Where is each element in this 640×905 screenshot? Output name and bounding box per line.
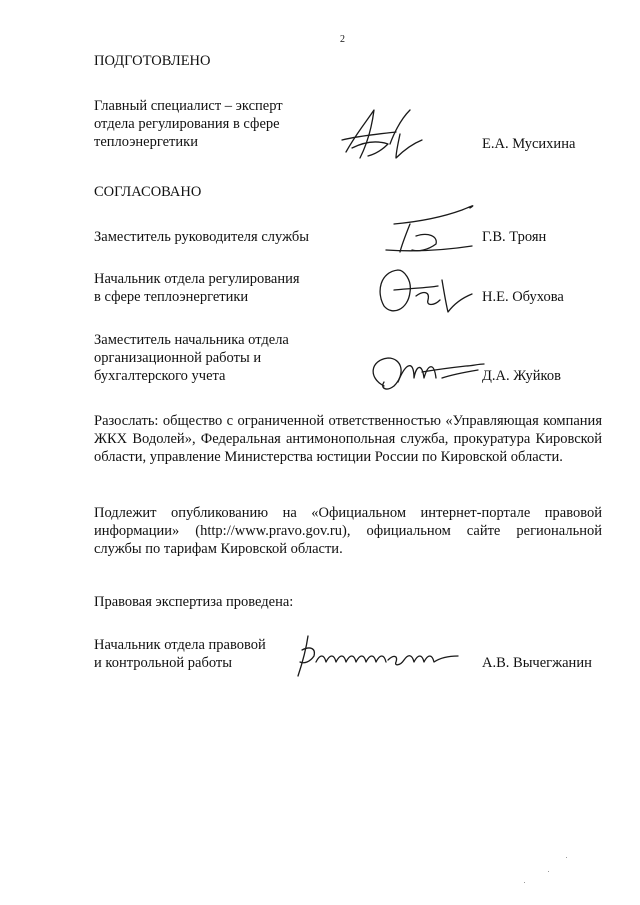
agreed-2-name: Н.Е. Обухова [482, 289, 564, 305]
scan-speck [548, 871, 549, 872]
legal-review-position-line-1: Начальник отдела правовой [94, 637, 266, 653]
agreed-3-position-line-1: Заместитель начальника отдела [94, 332, 289, 348]
prepared-name: Е.А. Мусихина [482, 136, 576, 152]
prepared-position-line-1: Главный специалист – эксперт [94, 98, 283, 114]
agreed-1-position-line-1: Заместитель руководителя службы [94, 229, 310, 245]
agreed-3-name: Д.А. Жуйков [482, 368, 561, 384]
agreed-2-position-line-1: Начальник отдела регулирования [94, 271, 300, 287]
signature-obukhova [368, 262, 480, 322]
prepared-position-line-2: отдела регулирования в сфере [94, 116, 280, 132]
prepared-heading: ПОДГОТОВЛЕНО [94, 53, 211, 69]
agreed-1-name: Г.В. Троян [482, 229, 547, 245]
agreed-3-position-line-2: организационной работы и [94, 350, 262, 366]
legal-review-name: А.В. Вычегжанин [482, 655, 592, 671]
scan-speck [566, 857, 567, 858]
legal-review-position-line-2: и контрольной работы [94, 655, 232, 671]
signature-troyan [376, 198, 484, 258]
scan-speck [524, 882, 525, 883]
signature-zhuikov [362, 348, 486, 396]
legal-review-heading: Правовая экспертиза проведена: [94, 594, 294, 610]
agreed-2-position-line-2: в сфере теплоэнергетики [94, 289, 249, 305]
signature-musikhina [338, 104, 434, 162]
page-number: 2 [340, 34, 345, 45]
prepared-position-line-3: теплоэнергетики [94, 134, 198, 150]
signature-vychegzhanin [288, 626, 466, 680]
agreed-heading: СОГЛАСОВАНО [94, 184, 202, 200]
agreed-3-position-line-3: бухгалтерского учета [94, 368, 226, 384]
publication-note: Подлежит опубликованию на «Официальном интернет-портале правовой информации» (http://www.pravo.gov.ru), официальном сайте региональной службы по тарифам Кировской области. [94, 505, 602, 557]
distribution-list: Разослать: общество с ограниченной ответственностью «Управляющая компания ЖКХ Водолей», Федеральная антимонопольная служба, прокуратура Кировской области, управление Министерства юстиции России по Кировской области. [94, 413, 602, 465]
